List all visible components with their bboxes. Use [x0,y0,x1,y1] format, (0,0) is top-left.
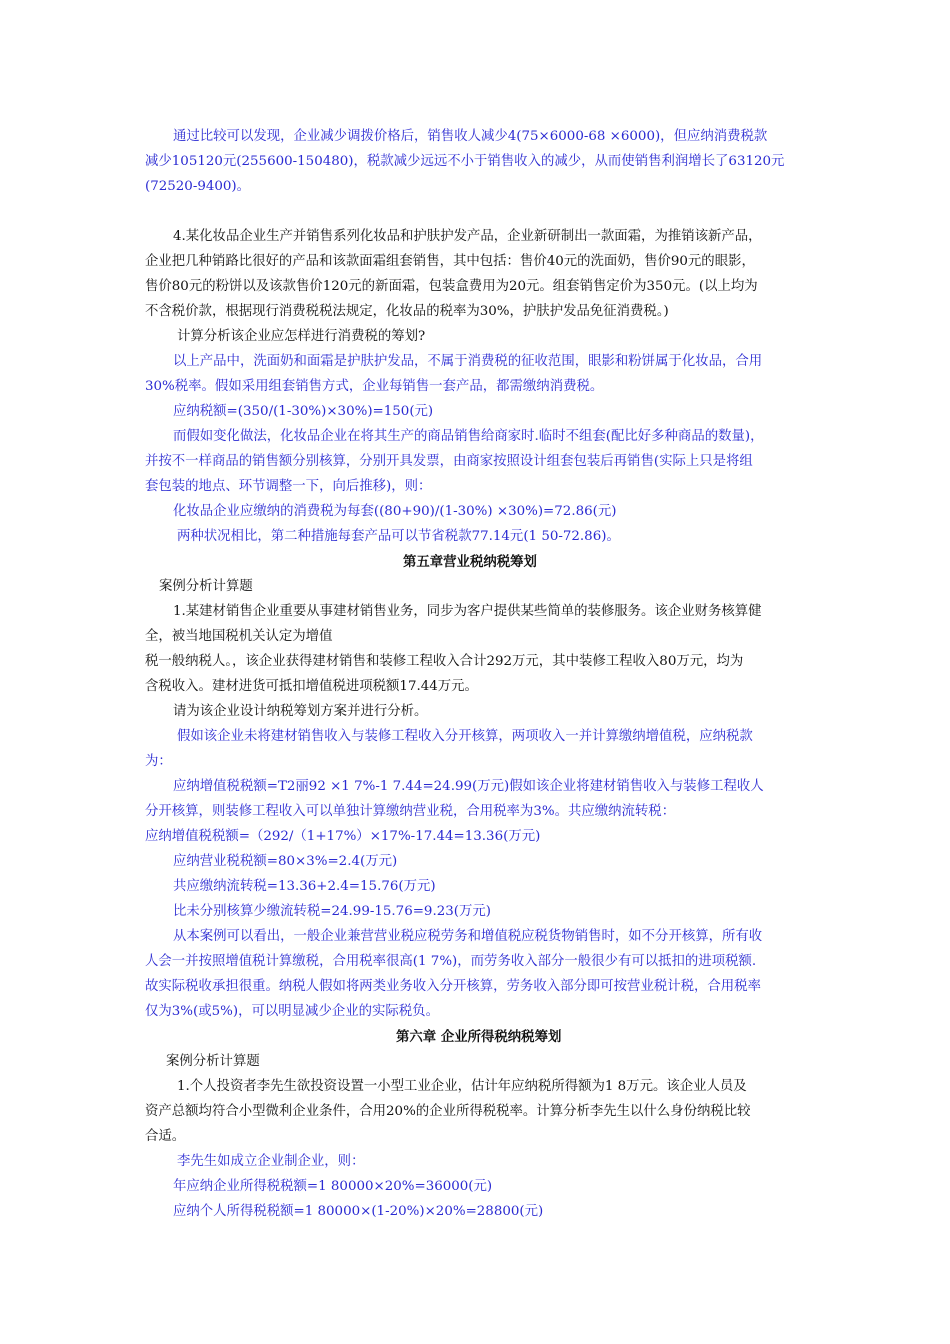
text-line: 应纳增值税税额=（292/（1+17%）×17%-17.44=13.36(万元) [145,829,541,844]
text-line: (72520-9400)。 [145,179,251,194]
text-line: 假如该企业未将建材销售收入与装修工程收入分开核算，两项收入一并计算缴纳增值税，应纳税款 [177,729,753,744]
text-line: 1.个人投资者李先生欲投资设置一小型工业企业，估计年应纳税所得额为1 8万元。该企业人员及 [177,1079,747,1094]
text-line: 计算分析该企业应怎样进行消费税的筹划? [177,329,426,344]
text-line: 化妆品企业应缴纳的消费税为每套((80+90)/(1-30%) ×30%)=72.86(元) [173,504,617,519]
text-line: 仅为3%(或5%)，可以明显减少企业的实际税负。 [145,1004,439,1019]
text-line: 合适。 [145,1129,186,1144]
section-heading: 第五章营业税纳税筹划 [403,554,537,570]
text-line: 资产总额均符合小型微利企业条件，合用20%的企业所得税税率。计算分析李先生以什么身份纳税比较 [145,1104,751,1119]
text-line: 售价80元的粉饼以及该款售价120元的新面霜，包装盒费用为20元。组套销售定价为350元。(以上均为 [145,279,758,294]
text-line: 为： [145,754,172,769]
text-line: 全，被当地国税机关认定为增值 [145,629,333,644]
text-line: 从本案例可以看出，一般企业兼营营业税应税劳务和增值税应税货物销售时，如不分开核算，所有收 [173,929,763,944]
section-heading: 第六章 企业所得税纳税筹划 [396,1029,562,1045]
text-line: 1.某建材销售企业重要从事建材销售业务，同步为客户提供某些简单的装修服务。该企业财务核算健 [173,604,762,619]
text-line: 含税收入。建材进货可抵扣增值税进项税额17.44万元。 [145,679,478,694]
text-line: 人会一并按照增值税计算缴税，合用税率很高(1 7%)，而劳务收入部分一般很少有可以抵扣的进项税额. [145,954,757,969]
text-line: 通过比较可以发现，企业减少调拨价格后，销售收人减少4(75×6000-68 ×6000)，但应纳消费税款 [173,129,768,144]
text-line: 请为该企业设计纳税筹划方案并进行分析。 [173,704,428,719]
text-line: 以上产品中，洗面奶和面霜是护肤护发品，不属于消费税的征收范围，眼影和粉饼属于化妆品，合用 [173,354,763,369]
text-line: 套包装的地点、环节调整一下，向后推移)，则： [145,479,432,494]
text-line: 分开核算，则装修工程收入可以单独计算缴纳营业税，合用税率为3%。共应缴纳流转税： [145,804,676,819]
text-line: 故实际税收承担很重。纳税人假如将两类业务收入分开核算，劳务收入部分即可按营业税计税，合用税率 [145,979,761,994]
text-line: 两种状况相比，第二种措施每套产品可以节省税款77.14元(1 50-72.86)。 [177,529,620,544]
text-line: 案例分析计算题 [166,1054,260,1069]
text-line: 企业把几种销路比很好的产品和该款面霜组套销售，其中包括：售价40元的洗面奶，售价90元的眼影， [145,254,755,269]
text-line: 应纳增值税税额=T2丽92 ×1 7%-1 7.44=24.99(万元)假如该企业将建材销售收入与装修工程收人 [173,779,764,794]
text-line: 共应缴纳流转税=13.36+2.4=15.76(万元) [173,879,436,894]
text-line: 减少105120元(255600-150480)，税款减少远远不小于销售收入的减少，从而使销售利润增长了63120元 [145,154,785,169]
text-line: 应纳营业税税额=80×3%=2.4(万元) [173,854,398,869]
text-line: 李先生如成立企业制企业，则： [177,1154,365,1169]
text-line: 税一般纳税人。，该企业获得建材销售和装修工程收入合计292万元，其中装修工程收入80万元，均为 [145,654,744,669]
text-line: 案例分析计算题 [159,579,253,594]
text-line: 并按不一样商品的销售额分别核算，分别开具发票，由商家按照设计组套包装后再销售(实际上只是将组 [145,454,753,469]
text-line: 比未分别核算少缴流转税=24.99-15.76=9.23(万元) [173,904,491,919]
text-line: 30%税率。假如采用组套销售方式，企业每销售一套产品，都需缴纳消费税。 [145,379,604,394]
text-line: 应纳税额=(350/(1-30%)×30%)=150(元) [173,404,434,419]
text-line: 4.某化妆品企业生产并销售系列化妆品和护肤护发产品，企业新研制出一款面霜，为推销该新产品， [173,229,762,244]
text-line: 而假如变化做法，化妆品企业在将其生产的商品销售给商家时.临时不组套(配比好多种商品的数量)， [173,429,764,444]
text-line: 年应纳企业所得税税额=1 80000×20%=36000(元) [173,1179,493,1194]
text-line: 应纳个人所得税税额=1 80000×(1-20%)×20%=28800(元) [173,1204,544,1219]
text-line: 不含税价款，根据现行消费税税法规定，化妆品的税率为30%，护肤护发品免征消费税。) [145,304,669,319]
